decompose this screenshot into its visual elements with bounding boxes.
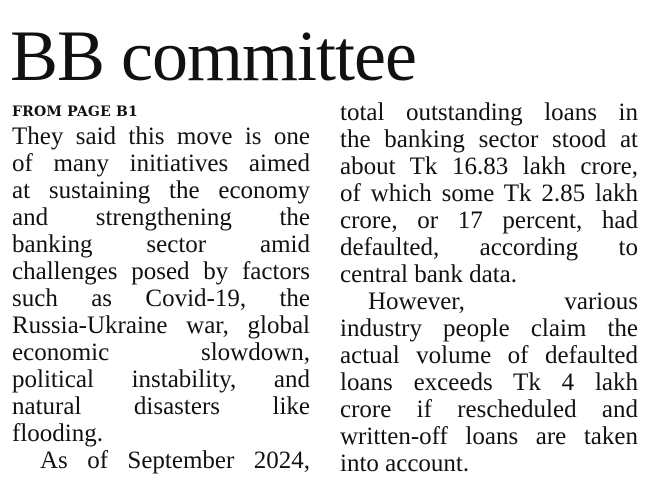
text-line: banking sector amid (12, 231, 310, 258)
text-line: written-off loans are taken (340, 423, 638, 450)
text-line: However, various (368, 288, 638, 315)
text-line: flooding. (12, 420, 103, 447)
text-line: and strengthening the (12, 204, 310, 231)
text-line: challenges posed by factors (12, 258, 310, 285)
text-line: of many initiatives aimed (12, 150, 310, 177)
text-line: They said this move is one (12, 123, 310, 150)
text-line: economic slowdown, (12, 339, 310, 366)
text-line: actual volume of defaulted (340, 342, 638, 369)
text-line: into account. (340, 450, 470, 477)
text-line: crore if rescheduled and (340, 396, 638, 423)
text-line: industry people claim the (340, 315, 638, 342)
text-line: As of September 2024, (40, 447, 310, 474)
text-line: political instability, and (12, 366, 310, 393)
text-line: such as Covid-19, the (12, 285, 310, 312)
left-column (12, 99, 310, 474)
text-line: defaulted, according to (340, 234, 638, 261)
text-line: natural disasters like (12, 393, 310, 420)
right-column (340, 99, 638, 477)
text-line: loans exceeds Tk 4 lakh (340, 369, 638, 396)
text-line: at sustaining the economy (12, 177, 310, 204)
text-line: about Tk 16.83 lakh crore, (340, 153, 638, 180)
kicker: FROM PAGE B1 (12, 104, 138, 120)
text-line: Russia-Ukraine war, global (12, 312, 310, 339)
text-line: of which some Tk 2.85 lakh (340, 180, 638, 207)
headline: BB committee (10, 16, 416, 96)
text-line: the banking sector stood at (340, 126, 638, 153)
text-line: total outstanding loans in (340, 99, 638, 126)
text-line: central bank data. (340, 261, 517, 288)
text-line: crore, or 17 percent, had (340, 207, 638, 234)
